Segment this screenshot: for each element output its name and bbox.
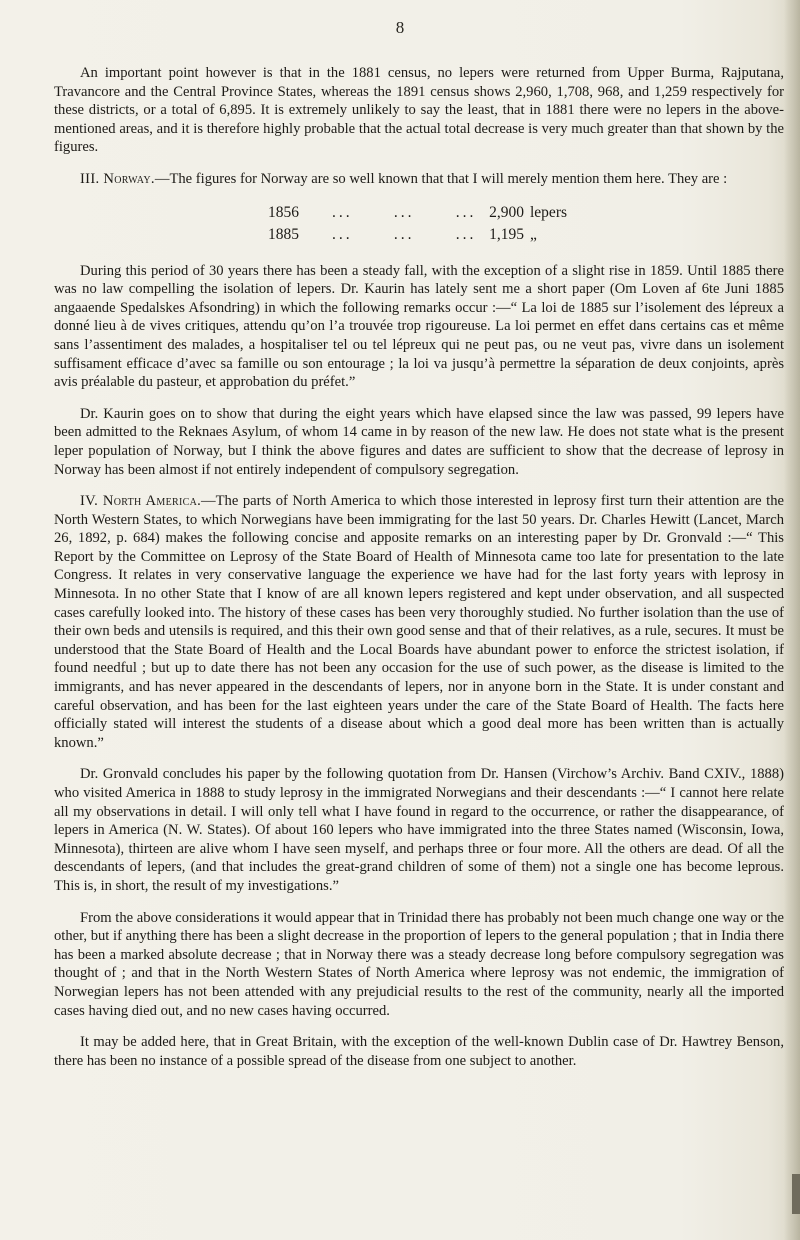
north-america-text: —The parts of North America to which those interested in leprosy first turn their attention are the North Western States, to which Norwegians have been immigrating for the last 50 years. Dr. Charles Hewitt (Lancet, March 26, 1892, p. 684) makes the following concise and apposite remarks on an interesting paper by Dr. Gronvald :—“ This Report by the Committee on Leprosy of the State Board of Health of Minnesota came too late for presentation to the late Congress. It relates in very conservative language the experience we have had for the last forty years with leprosy in Minnesota. In no other State that I know of are all known lepers registered and kept under observation, and all suspected cases carefully looked into. The history of these cases has been very thoroughly studied. No further isolation than the use of their own beds and utensils is required, and this their own good sense and that of their relatives, as a rule, secures. It must be understood that the State Board of Health and the Local Boards have abundant power to enforce the strictest isolation, if found needful ; but up to date there has not been any occasion for the use of such power, as the disease is limited to the immigrants, and has never appeared in the descendants of lepers, nor in anyone born in the State. It is under constant and careful observation, and has been for the last eighteen years under the care of the State Board of Health. The facts here officially stated will interest the students of a disease about which a good deal more has been written than is actually known.” bbox=[54, 493, 784, 751]
paragraph-kaurin-findings: Dr. Kaurin goes on to show that during the eight years which have elapsed since the law was passed, 99 lepers have been admitted to the Reknaes Asylum, of whom 14 came in by reason of the new law. He does not state what is the present leper population of Norway, but I think the above figures and dates are sufficient to show that the decrease of leprosy in Norway has been almost if not entirely independent of compulsory segregation. bbox=[54, 405, 784, 478]
norway-intro-text: —The figures for Norway are so well known that that I will merely mention them here. They are : bbox=[154, 170, 728, 187]
stat-leader-dots: ... ... ... bbox=[332, 225, 477, 243]
stat-row-1856 bbox=[268, 202, 784, 224]
paragraph-india-census: An important point however is that in the 1881 census, no lepers were returned from Upper Burma, Rajputana, Travancore and the Central Province States, whereas the 1891 census shows 2,960, 1,708, 968, and 1,259 respectively for these districts, or a total of 6,895. It is extremely unlikely to say the least, that in 1881 there were no lepers in the above-mentioned areas, and it is therefore highly probable that the actual total decrease is very much greater than that shown by the figures. bbox=[54, 65, 784, 156]
page-edge-shadow bbox=[784, 0, 800, 1240]
paragraph-north-america bbox=[54, 492, 784, 752]
section-heading-norway: III. Norway. bbox=[80, 170, 155, 187]
norway-leper-figures bbox=[268, 202, 784, 246]
paragraph-great-britain: It may be added here, that in Great Britain, with the exception of the well-known Dublin case of Dr. Hawtrey Benson, there has been no instance of a possible spread of the disease from one subject to another. bbox=[54, 1034, 784, 1069]
paragraph-gronvald-hansen: Dr. Gronvald concludes his paper by the following quotation from Dr. Hansen (Virchow’s Archiv. Band CXIV., 1888) who visited America in 1888 to study leprosy in the immigrated Norwegians and their descendants :—“ I cannot here relate all my observations in detail. I will only tell what I have found in regard to the occurrence, or rather the disappearance, of lepers in America (N. W. States). Of about 160 lepers who have immigrated into the three States named (Wisconsin, Iowa, Minnesota), thirteen are alive whom I have seen myself, and perhaps three or four more. All the others are dead. Of all the descendants of lepers, (and that includes the great-grand children of some of them) not a single one has become leprous. This is, in short, the result of my investigations.” bbox=[54, 766, 784, 894]
document-body bbox=[54, 64, 784, 1083]
stat-value: 2,900 bbox=[489, 203, 524, 221]
stat-leader-dots: ... ... ... bbox=[332, 203, 477, 221]
paragraph-norway-intro bbox=[54, 170, 784, 189]
paragraph-considerations: From the above considerations it would appear that in Trinidad there has probably not been much change one way or the other, but if anything there has been a slight decrease in the proportion of lepers to the general population ; that in India there has been a marked absolute decrease ; that in Norway there was a steady decrease long before compulsory segregation was thought of ; and that in the North Western States of North America where leprosy was not endemic, the immigration of Norwegian lepers has not been attended with any prejudicial results to the rest of the community, nearly all the imported cases having died out, and no new cases having occurred. bbox=[54, 909, 784, 1019]
stat-unit: „ bbox=[530, 225, 537, 243]
stat-value: 1,195 bbox=[489, 225, 524, 243]
stat-unit: lepers bbox=[530, 203, 568, 221]
stat-row-1885 bbox=[268, 224, 784, 246]
page-edge-mark bbox=[792, 1174, 800, 1214]
stat-year: 1856 bbox=[268, 203, 299, 221]
paragraph-kaurin-quote: During this period of 30 years there has been a steady fall, with the exception of a slight rise in 1859. Until 1885 there was no law compelling the isolation of lepers. Dr. Kaurin has lately sent me a short paper (Om Loven af 6te Juni 1885 angaaende Spedalskes Afsondring) in which the following remarks occur :—“ La loi de 1885 sur l’isolement des lépreux a donné lieu à de vives critiques, attendu qu’on l’a trouvée trop rigoureuse. La loi permet en effet dans certains cas et même sans l’assentiment des malades, a hospitaliser tel ou tel lépreux qui ne peut pas, ou ne veut pas, vivre dans un isolement suffisament efficace d’avec sa famille ou son entourage ; la loi va jusqu’à permettre la séparation de deux conjoints, après avis préalable du pasteur, et approbation du préfet.” bbox=[54, 262, 784, 391]
stat-year: 1885 bbox=[268, 225, 299, 243]
page-number: 8 bbox=[395, 18, 405, 37]
section-heading-north-america: IV. North America. bbox=[80, 493, 202, 510]
